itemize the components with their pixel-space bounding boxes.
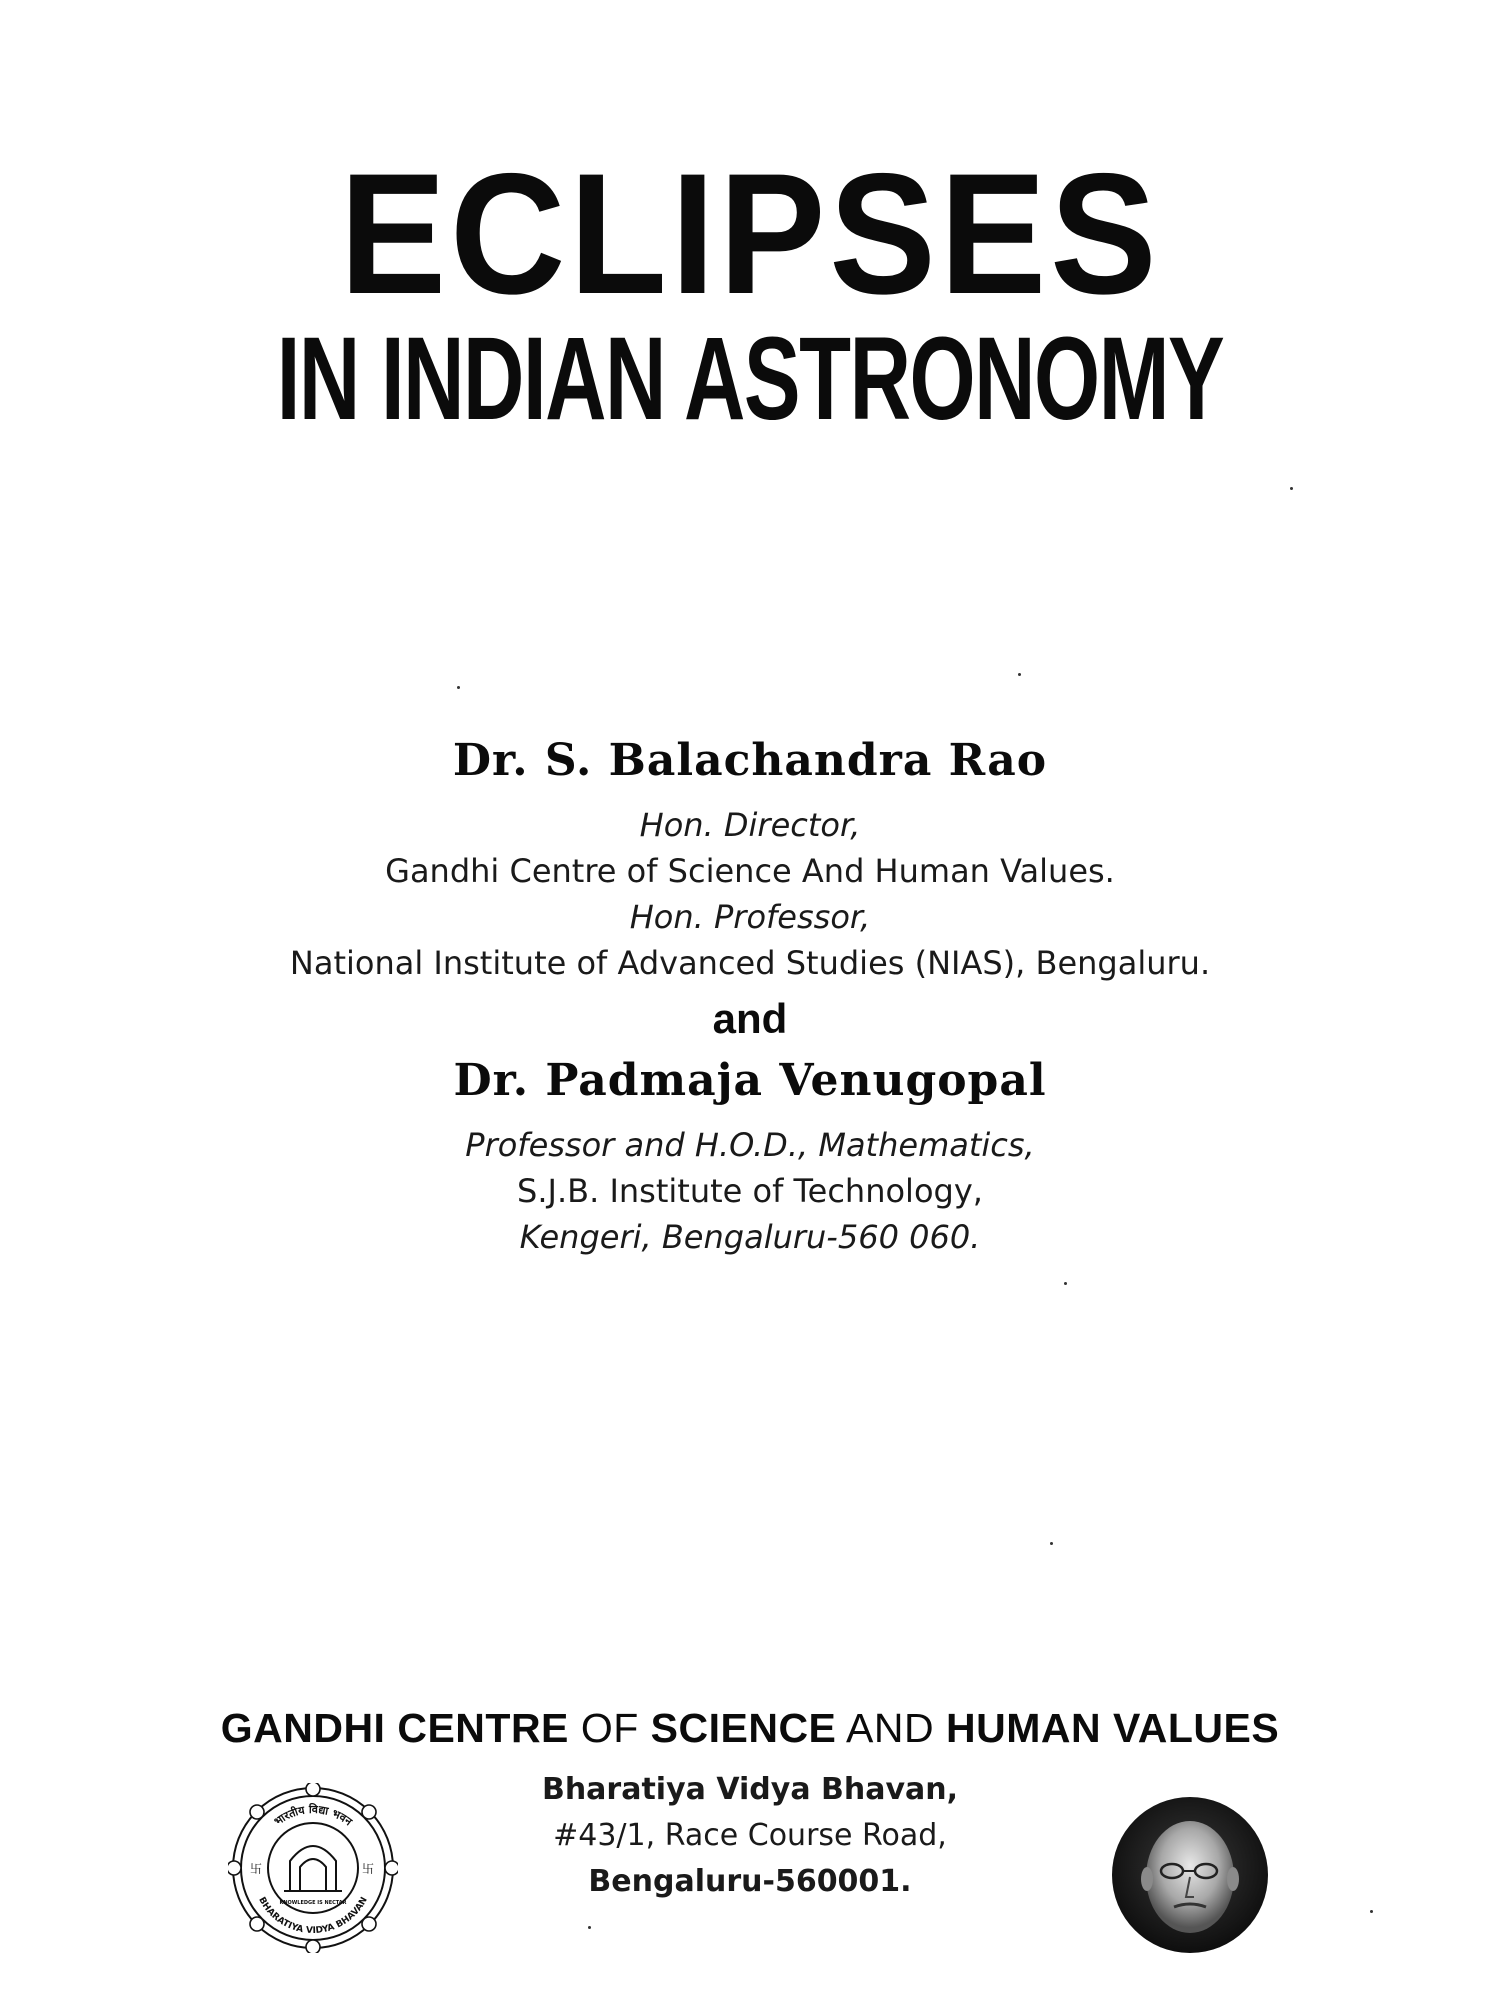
publisher-address-3: Bengaluru-560001. [588, 1864, 912, 1899]
publisher-name-part-5: HUMAN VALUES [946, 1705, 1280, 1751]
author-conjunction: and [712, 995, 788, 1042]
author-1-affiliation-2: National Institute of Advanced Studies (NIAS), Bengaluru. [289, 944, 1211, 982]
author-2-name: Dr. Padmaja Venugopal [453, 1055, 1047, 1106]
author-2-institute: S.J.B. Institute of Technology, [517, 1172, 983, 1210]
publisher-name-part-4: AND [836, 1705, 946, 1751]
seal-motto: KNOWLEDGE IS NECTAR [279, 1900, 347, 1906]
seal-text-bottom: BHARATIYA VIDYA BHAVAN [256, 1895, 370, 1937]
bharatiya-vidya-bhavan-seal-icon [228, 1783, 398, 1953]
seal-text-top: भारतीय विद्या भवन [271, 1802, 355, 1829]
publisher-name-part-3: SCIENCE [650, 1705, 837, 1751]
gandhi-portrait-icon [1110, 1795, 1270, 1955]
author-2-title: Professor and H.O.D., Mathematics, [465, 1126, 1035, 1164]
publisher-name-part-1: GANDHI CENTRE [220, 1705, 569, 1751]
author-1-affiliation-1: Gandhi Centre of Science And Human Values. [385, 852, 1115, 890]
svg-text:卐: 卐 [250, 1862, 263, 1876]
publisher-name-part-2: OF [568, 1705, 651, 1751]
author-1-name: Dr. S. Balachandra Rao [452, 735, 1048, 786]
svg-text:卐: 卐 [362, 1862, 375, 1876]
publisher-name [0, 1705, 1500, 1752]
author-1-title-1: Hon. Director, [639, 806, 861, 844]
author-1-title-2: Hon. Professor, [629, 898, 871, 936]
svg-text:भारतीय विद्या भवन [272, 1802, 356, 1829]
book-title: ECLIPSES [339, 138, 1161, 330]
book-subtitle: IN INDIAN ASTRONOMY [276, 313, 1224, 445]
publisher-address-2: #43/1, Race Course Road, [553, 1818, 947, 1853]
publisher-address-1: Bharatiya Vidya Bhavan, [541, 1772, 959, 1807]
author-2-address: Kengeri, Bengaluru-560 060. [519, 1218, 981, 1256]
